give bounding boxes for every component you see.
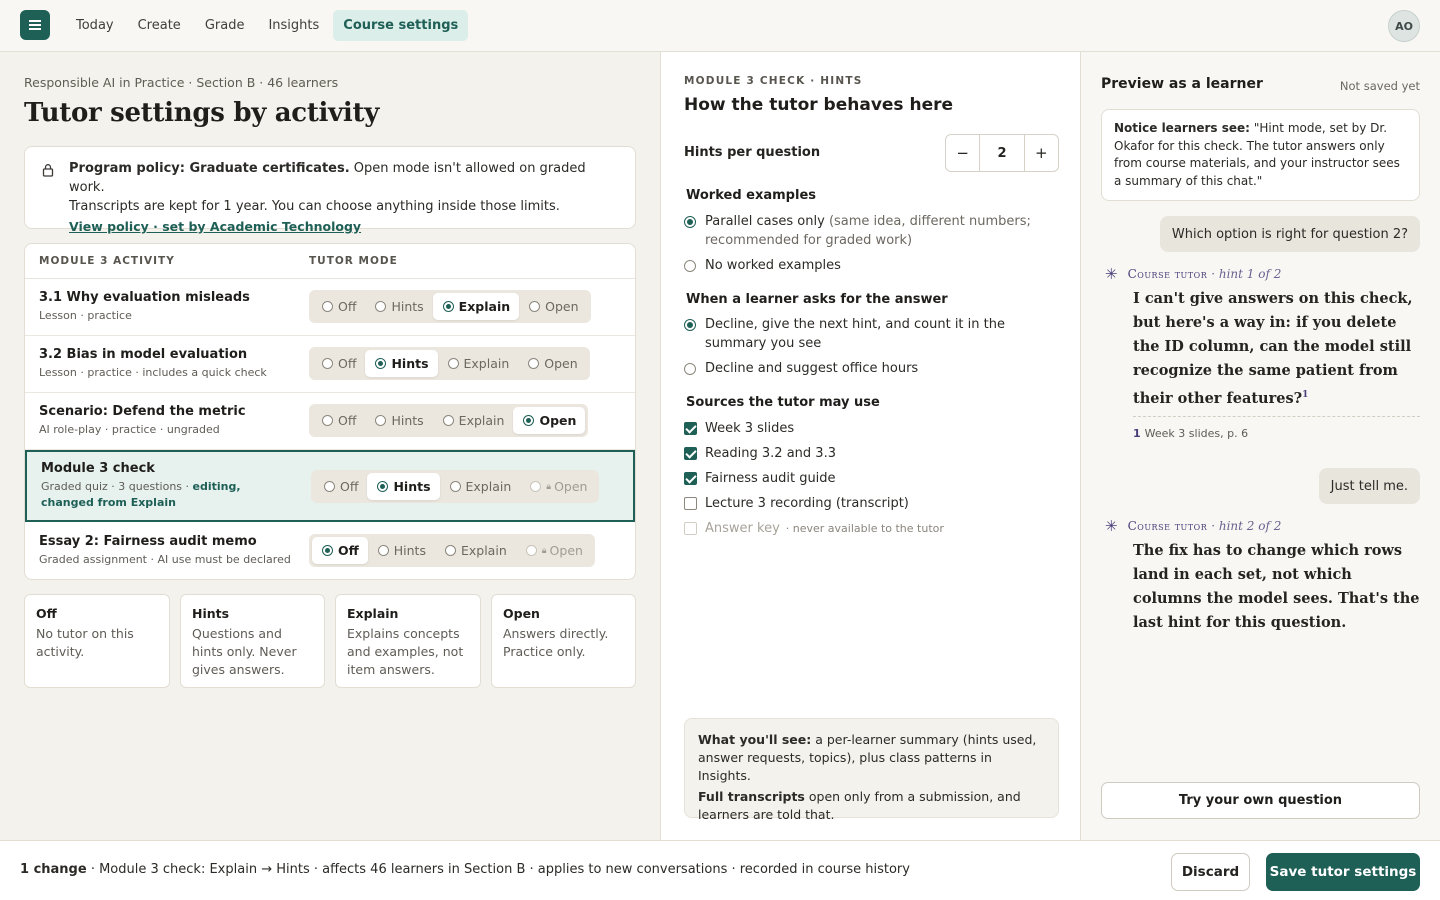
mode-open[interactable]: Open <box>518 350 586 377</box>
mode-explain[interactable]: Explain <box>433 293 519 320</box>
change-summary: 1 change · Module 3 check: Explain → Hints · affects 46 learners in Section B · applies to new conversations · recorded in course history <box>20 862 910 877</box>
learner-message: Which option is right for question 2? <box>1160 216 1420 252</box>
mode-selector <box>309 404 588 437</box>
activity-name: Module 3 check <box>41 461 155 476</box>
activity-meta: Lesson · practice <box>39 309 132 322</box>
mode-open-locked: 🔒︎ Open <box>516 537 592 564</box>
mode-off[interactable]: Off <box>314 473 367 500</box>
mode-hints[interactable]: Hints <box>365 293 432 320</box>
policy-text: Open mode isn't allowed on graded work. <box>69 161 586 195</box>
activity-name: Scenario: Defend the metric <box>39 404 246 419</box>
hints-label: Hints per question <box>684 145 821 160</box>
table-row <box>25 522 635 580</box>
sources-heading: Sources the tutor may use <box>686 395 880 410</box>
visibility-info: What you'll see: a per-learner summary (hints used, answer requests, topics), plus class patterns in Insights. Full transcripts open only from a submission, and learners are told that. <box>684 718 1059 818</box>
mode-hints[interactable]: Hints <box>365 407 432 434</box>
mode-explain[interactable]: Explain <box>433 407 514 434</box>
activity-meta: Graded quiz · 3 questions · editing, changed from Explain <box>41 480 241 509</box>
nav-insights[interactable]: Insights <box>268 18 320 33</box>
mode-open[interactable]: Open <box>513 407 585 434</box>
activity-settings-panel <box>0 52 660 840</box>
mode-selector <box>311 470 599 503</box>
hints-value[interactable]: 2 <box>979 135 1024 171</box>
col-tutor-mode: TUTOR MODE <box>309 255 398 267</box>
try-question-button[interactable]: Try your own question <box>1101 782 1420 819</box>
discard-button[interactable]: Discard <box>1171 853 1250 891</box>
source-week3-slides[interactable]: Week 3 slides <box>684 419 1059 438</box>
save-status: Not saved yet <box>1339 79 1420 93</box>
policy-title: Program policy: Graduate certificates. <box>69 161 350 176</box>
save-button[interactable]: Save tutor settings <box>1266 853 1420 891</box>
mode-off[interactable]: Off <box>312 407 365 434</box>
legend-off: Off No tutor on this activity. <box>24 594 170 688</box>
asks-heading: When a learner asks for the answer <box>686 292 948 307</box>
avatar[interactable]: AO <box>1388 10 1420 42</box>
worked-none-option[interactable]: No worked examples <box>684 256 1059 275</box>
asks-decline-office-option[interactable]: Decline and suggest office hours <box>684 359 1059 378</box>
policy-retention: Transcripts are kept for 1 year. You can choose anything inside those limits. <box>69 199 560 214</box>
preview-title: Preview as a learner <box>1101 76 1263 92</box>
page-title: Tutor settings by activity <box>24 98 380 128</box>
legend-open: Open Answers directly. Practice only. <box>491 594 636 688</box>
table-row <box>25 279 635 336</box>
course-breadcrumb: Responsible AI in Practice · Section B · 46 learners <box>24 75 339 90</box>
col-activity: MODULE 3 ACTIVITY <box>39 255 175 267</box>
learner-preview-panel <box>1081 52 1440 840</box>
nav-create[interactable]: Create <box>137 18 181 33</box>
panel-title: How the tutor behaves here <box>684 95 954 115</box>
top-nav <box>0 0 1440 52</box>
activity-meta: AI role-play · practice · ungraded <box>39 423 220 436</box>
tutor-header: ✳ Course tutor · hint 2 of 2 <box>1105 517 1282 535</box>
activity-meta: Lesson · practice · includes a quick check <box>39 366 267 379</box>
policy-banner <box>24 146 636 234</box>
behavior-panel <box>660 52 1081 840</box>
activity-name: 3.2 Bias in model evaluation <box>39 347 248 362</box>
table-row <box>25 336 635 393</box>
mode-off[interactable]: Off <box>312 537 368 564</box>
table-row-selected[interactable] <box>25 450 635 522</box>
decrement-button[interactable]: − <box>956 144 969 162</box>
mode-explain[interactable]: Explain <box>435 537 516 564</box>
tutor-message: The fix has to change which rows land in each set, not which columns the model sees. That's the last hint for this question. <box>1133 542 1420 631</box>
table-header <box>25 244 635 279</box>
mode-selector <box>309 290 591 323</box>
mode-selector <box>309 347 590 380</box>
view-policy-link[interactable]: View policy · set by Academic Technology <box>69 219 362 234</box>
mode-explain[interactable]: Explain <box>440 473 521 500</box>
sparkle-icon: ✳ <box>1105 265 1118 283</box>
nav-course-settings[interactable]: Course settings <box>333 10 468 41</box>
edit-status: editing, changed from Explain <box>41 480 241 509</box>
mode-explain[interactable]: Explain <box>438 350 519 377</box>
lock-icon <box>41 163 55 177</box>
tutor-header: ✳ Course tutor · hint 1 of 2 <box>1105 265 1282 283</box>
lock-icon: 🔒︎ <box>546 481 552 492</box>
learner-notice: Notice learners see: "Hint mode, set by Dr. Okafor for this check. The tutor answers only from course materials, and your instructor sees a summary of this chat." <box>1101 109 1420 201</box>
nav-today[interactable]: Today <box>76 18 114 33</box>
menu-icon[interactable] <box>20 10 50 40</box>
learner-message: Just tell me. <box>1319 468 1420 504</box>
panel-eyebrow: MODULE 3 CHECK · HINTS <box>684 75 863 87</box>
tutor-message: I can't give answers on this check, but here's a way in: if you delete the ID column, can the model still recognize the same patient from their other features?$^1$ <box>1133 290 1413 407</box>
mode-hints[interactable]: Hints <box>365 350 437 377</box>
primary-nav <box>66 10 472 41</box>
footer-bar <box>0 840 1440 900</box>
table-row <box>25 393 635 450</box>
hints-stepper <box>945 134 1059 172</box>
source-reading[interactable]: Reading 3.2 and 3.3 <box>684 444 1059 463</box>
activity-name: Essay 2: Fairness audit memo <box>39 534 257 549</box>
legend-hints: Hints Questions and hints only. Never gives answers. <box>180 594 325 688</box>
lock-icon: 🔒︎ <box>541 545 547 556</box>
citation[interactable]: 1 Week 3 slides, p. 6 <box>1133 416 1420 440</box>
mode-off[interactable]: Off <box>312 293 365 320</box>
activity-table <box>24 243 636 580</box>
sparkle-icon: ✳ <box>1105 517 1118 535</box>
increment-button[interactable]: + <box>1035 144 1048 162</box>
worked-parallel-option[interactable]: Parallel cases only (same idea, different numbers; recommended for graded work) <box>684 212 1059 250</box>
source-answer-key: Answer key · never available to the tutor <box>684 519 1059 538</box>
mode-selector <box>309 534 595 567</box>
activity-name: 3.1 Why evaluation misleads <box>39 290 250 305</box>
activity-meta: Graded assignment · AI use must be declared <box>39 553 291 566</box>
mode-open[interactable]: Open <box>519 293 587 320</box>
source-lecture-recording[interactable]: Lecture 3 recording (transcript) <box>684 494 1059 513</box>
nav-grade[interactable]: Grade <box>204 18 245 33</box>
mode-open-locked: 🔒︎ Open <box>520 473 596 500</box>
mode-off[interactable]: Off <box>312 350 365 377</box>
mode-hints[interactable]: Hints <box>367 473 439 500</box>
asks-decline-hint-option[interactable]: Decline, give the next hint, and count it in the summary you see <box>684 315 1059 353</box>
mode-hints[interactable]: Hints <box>368 537 435 564</box>
legend-explain: Explain Explains concepts and examples, not item answers. <box>335 594 481 688</box>
source-fairness-guide[interactable]: Fairness audit guide <box>684 469 1059 488</box>
worked-examples-heading: Worked examples <box>686 188 816 203</box>
